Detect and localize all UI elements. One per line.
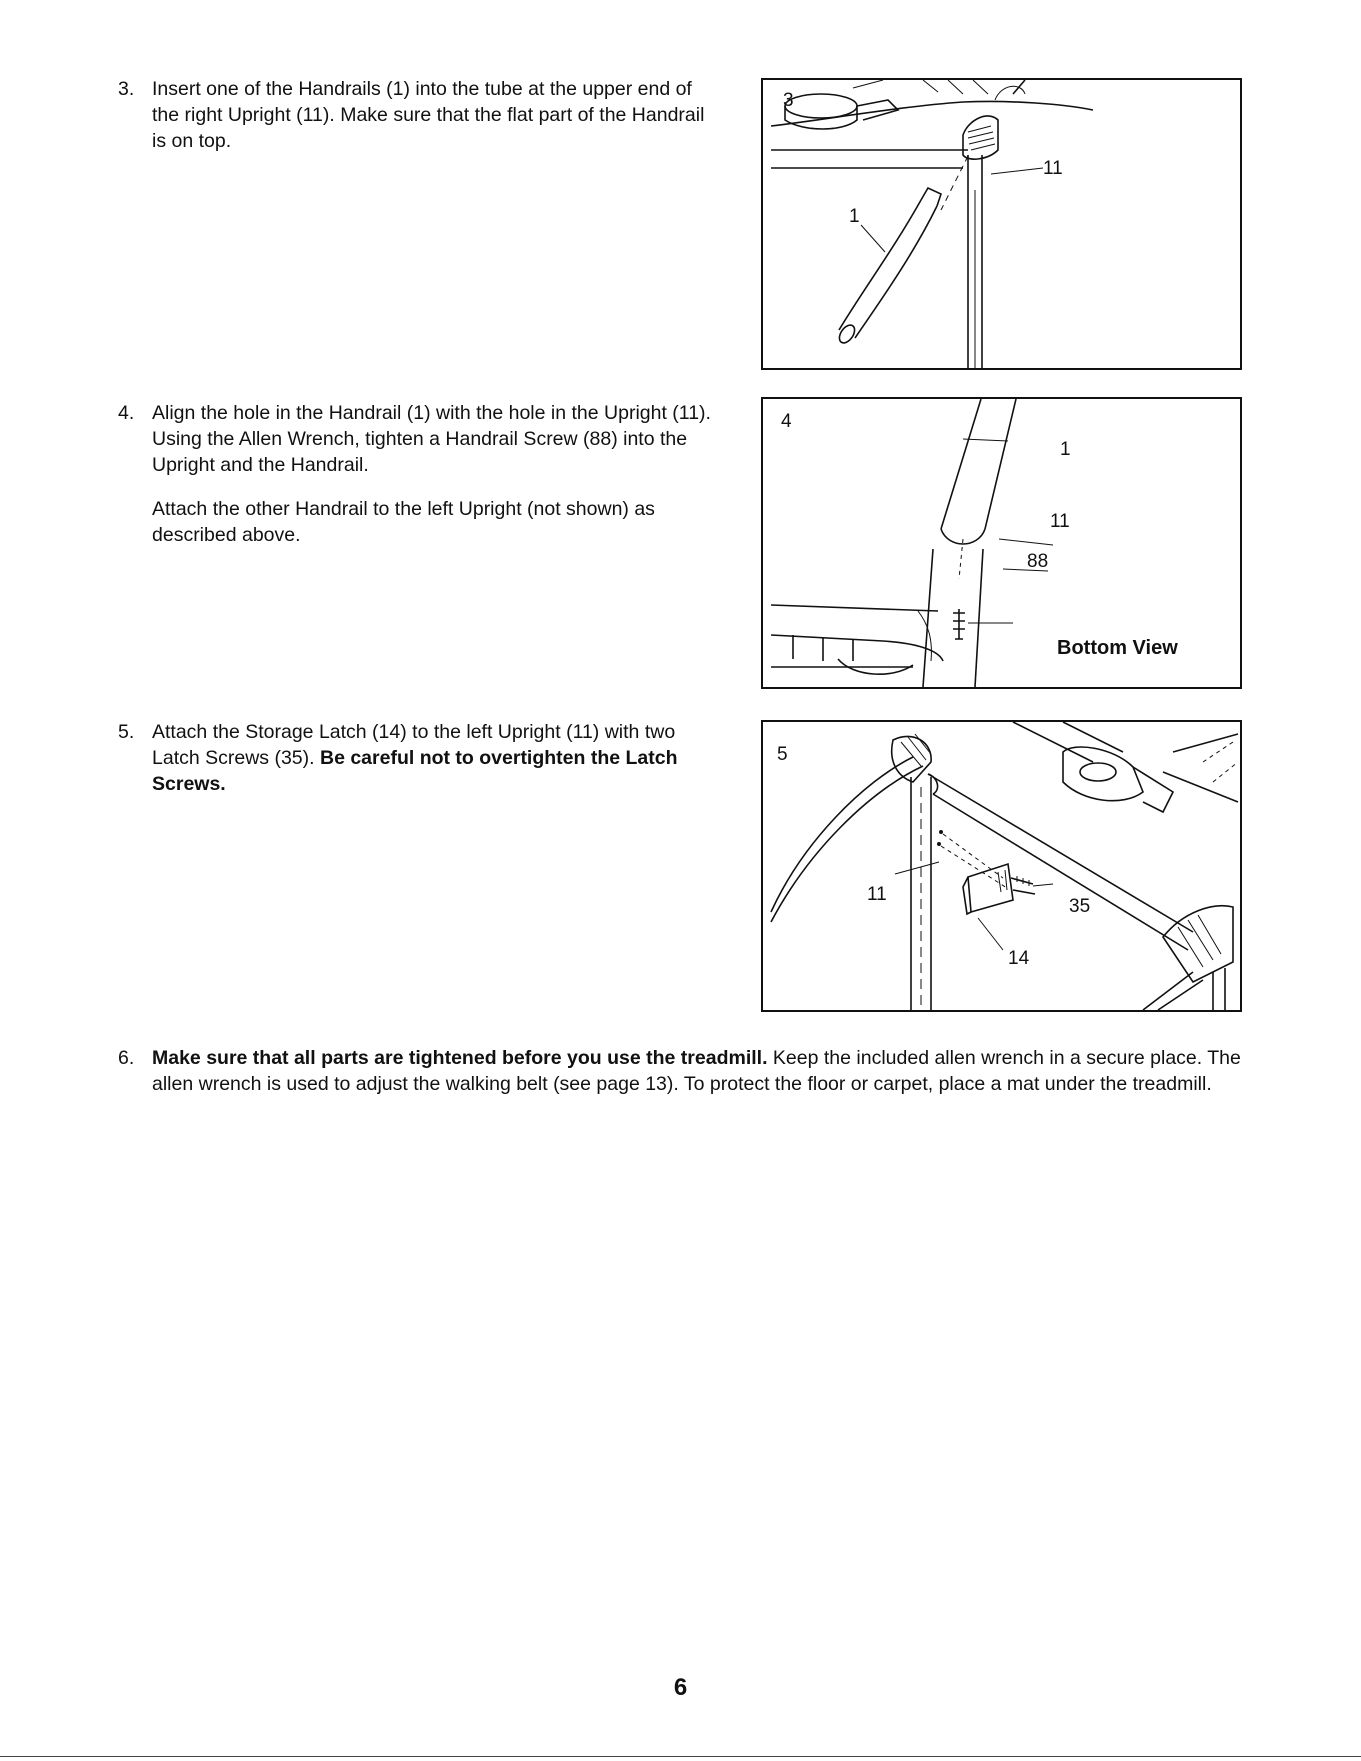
- callout-35: 35: [1069, 896, 1091, 917]
- callout-88: 88: [1027, 551, 1049, 572]
- storage-latch-diagram: [763, 722, 1240, 1010]
- page-number: 6: [673, 1674, 688, 1701]
- step-paragraph: [152, 719, 722, 797]
- callout-14: 14: [1008, 948, 1030, 969]
- figure-step-number: 3: [783, 90, 794, 111]
- step-number: 6.: [118, 1047, 135, 1069]
- figure-step-4: [761, 397, 1242, 689]
- step-paragraph: [152, 1045, 1248, 1097]
- step-paragraph: Align the hole in the Handrail (1) with the hole in the Upright (11). Using the Allen Wrench, tighten a Handrail Screw (88) into the Upright and the Handrail.: [152, 402, 711, 476]
- callout-11: 11: [1043, 158, 1063, 179]
- step-text: Attach the Storage Latch (14) to the left Upright (11) with two Latch Screws (35).: [152, 721, 676, 769]
- figure-step-3: [761, 78, 1242, 370]
- callout-1: 1: [1060, 439, 1071, 460]
- handrail-insertion-diagram: [763, 80, 1240, 368]
- figure-caption: Bottom View: [1057, 637, 1178, 659]
- figure-step-number: 5: [777, 744, 788, 765]
- step-warning: Make sure that all parts are tightened before you use the treadmill.: [152, 1047, 768, 1069]
- step-paragraph: Insert one of the Handrails (1) into the tube at the upper end of the right Upright (11). Make sure that the flat part of the Handrail is on top.: [152, 78, 705, 152]
- step-instructions: [152, 1045, 1248, 1097]
- figure-step-5: [761, 720, 1242, 1012]
- step-text: Keep the included allen wrench in a secure place. The allen wrench is used to adjust the walking belt (see page 13). To protect the floor or carpet, place a mat under the treadmill.: [152, 1047, 1241, 1095]
- step-number: 3.: [118, 78, 135, 100]
- step-warning: Be careful not to overtighten the Latch Screws.: [152, 747, 678, 795]
- step-number: 4.: [118, 402, 135, 424]
- step-paragraph: Attach the other Handrail to the left Upright (not shown) as described above.: [152, 498, 655, 546]
- step-number: 5.: [118, 721, 135, 743]
- step-instructions: [152, 400, 722, 548]
- step-instructions: [152, 76, 722, 154]
- figure-step-number: 4: [781, 411, 792, 432]
- callout-11: 11: [867, 884, 887, 905]
- step-instructions: [152, 719, 722, 797]
- bottom-rule: [0, 1756, 1361, 1757]
- callout-1: 1: [849, 206, 860, 227]
- callout-11: 11: [1050, 511, 1070, 532]
